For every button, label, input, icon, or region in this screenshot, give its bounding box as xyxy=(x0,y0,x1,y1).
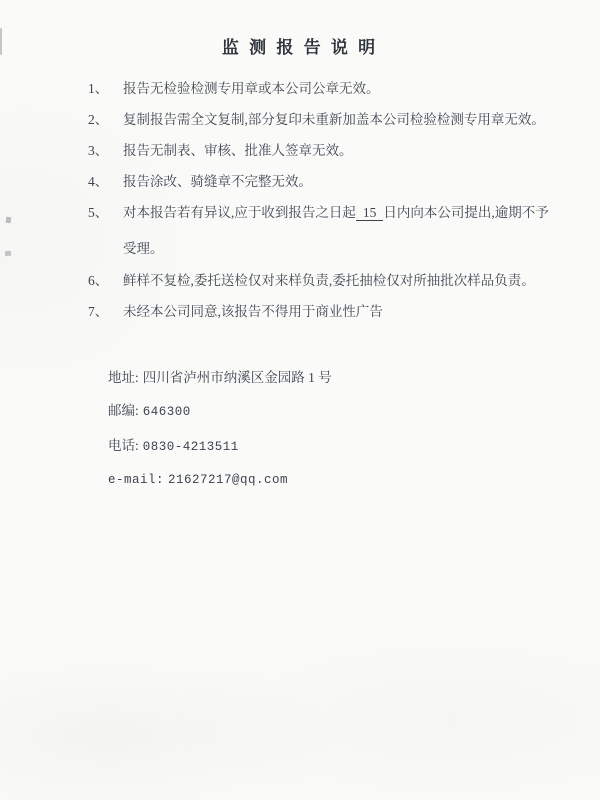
note-item-text: 鲜样不复检,委托送检仅对来样负责,委托抽检仅对所抽批次样品负责。 xyxy=(123,273,535,288)
note-item-1 xyxy=(88,80,574,97)
note-item-number: 4、 xyxy=(88,174,109,189)
note-item-text xyxy=(123,204,574,257)
note-item-7 xyxy=(88,303,574,320)
note-item-text-post: 日内向本公司提出,逾期不予 xyxy=(383,205,549,220)
contact-label: e-mail: xyxy=(108,473,165,487)
contact-label: 邮编: xyxy=(108,403,139,418)
contact-block xyxy=(108,369,332,505)
note-item-text-pre: 对本报告若有异议,应于收到报告之日起 xyxy=(123,205,356,220)
contact-value: 646300 xyxy=(142,405,191,419)
note-item-3 xyxy=(88,142,574,159)
note-item-text-line2: 受理。 xyxy=(123,241,164,256)
contact-label: 电话: xyxy=(108,438,139,453)
notes-list xyxy=(88,80,574,334)
contact-value: 21627217@qq.com xyxy=(168,473,289,487)
contact-line-postcode xyxy=(108,402,332,421)
note-item-2 xyxy=(88,111,574,128)
note-item-number: 1、 xyxy=(88,81,109,96)
note-item-text: 报告无检验检测专用章或本公司公章无效。 xyxy=(123,81,380,96)
note-item-4 xyxy=(88,173,574,190)
page-title: 监 测 报 告 说 明 xyxy=(221,38,379,57)
note-item-text: 未经本公司同意,该报告不得用于商业性广告 xyxy=(123,304,383,319)
note-item-text: 复制报告需全文复制,部分复印未重新加盖本公司检验检测专用章无效。 xyxy=(123,112,545,127)
note-item-5 xyxy=(88,204,574,257)
note-item-number: 2、 xyxy=(88,112,109,127)
scan-speck xyxy=(6,217,12,224)
contact-value: 四川省泸州市纳溪区金园路 1 号 xyxy=(142,370,332,385)
contact-line-email xyxy=(108,472,332,489)
note-item-text: 报告涂改、骑缝章不完整无效。 xyxy=(123,174,312,189)
note-item-6 xyxy=(88,272,574,289)
contact-label: 地址: xyxy=(108,370,139,385)
note-item-number: 5、 xyxy=(88,205,109,220)
contact-line-address xyxy=(108,369,332,386)
contact-line-phone xyxy=(108,437,332,456)
contact-value: 0830-4213511 xyxy=(142,440,239,454)
note-item-number: 7、 xyxy=(88,304,109,319)
note-item-text: 报告无制表、审核、批准人签章无效。 xyxy=(123,143,353,158)
scan-speck xyxy=(5,251,11,257)
dispute-days-underlined: 15 xyxy=(356,206,384,221)
note-item-number: 6、 xyxy=(88,273,109,288)
note-item-number: 3、 xyxy=(88,143,109,158)
